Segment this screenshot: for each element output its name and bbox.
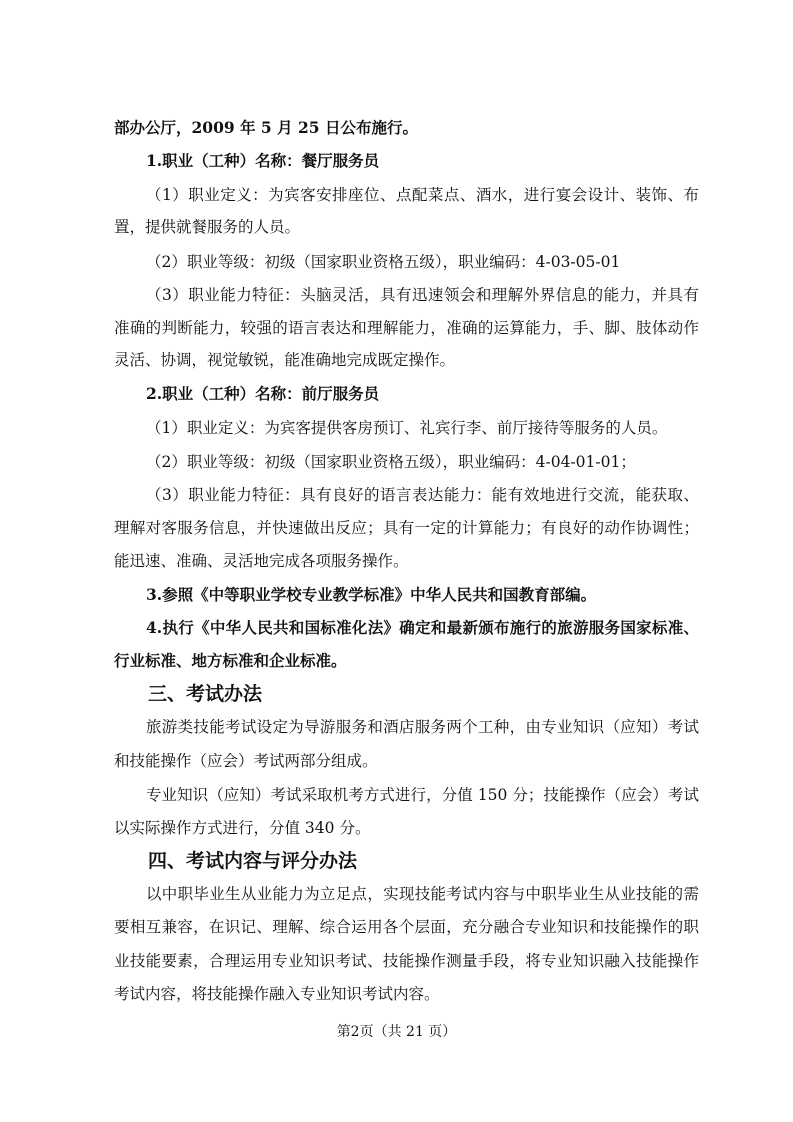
section-4-para-1-line-4: 考试内容，将技能操作融入专业知识考试内容。 — [114, 985, 440, 1003]
job2-ability-line-2: 理解对客服务信息，并快速做出反应；具有一定的计算能力；有良好的动作协调性； — [114, 519, 699, 537]
job2-title: 2.职业（工种）名称：前厅服务员 — [146, 384, 380, 403]
section-4-para-1-line-3: 业技能要素，合理运用专业知识考试、技能操作测量手段，将专业知识融入技能操作 — [114, 952, 699, 970]
intro-tail-line: 部办公厅，2009 年 5 月 25 日公布施行。 — [114, 118, 418, 137]
section-3-para-1-line-2: 和技能操作（应会）考试两部分组成。 — [114, 752, 378, 770]
section-3-para-1-line-1: 旅游类技能考试设定为导游服务和酒店服务两个工种，由专业知识（应知）考试 — [146, 718, 699, 736]
section-3-para-2-line-2: 以实际操作方式进行，分值 340 分。 — [114, 819, 371, 837]
job1-title: 1.职业（工种）名称：餐厅服务员 — [146, 151, 380, 170]
job1-ability-line-3: 灵活、协调，视觉敏锐，能准确地完成既定操作。 — [114, 351, 456, 369]
job2-level: （2）职业等级：初级（国家职业资格五级），职业编码：4-04-01-01； — [146, 453, 636, 471]
job1-definition-line-1: （1）职业定义：为宾客安排座位、点配菜点、酒水，进行宴会设计、装饰、布 — [146, 186, 699, 204]
job2-ability-line-3: 能迅速、准确、灵活地完成各项服务操作。 — [114, 552, 409, 570]
job2-definition: （1）职业定义：为宾客提供客房预订、礼宾行李、前厅接待等服务的人员。 — [146, 419, 668, 437]
page-number-footer: 第2页（共 21 页） — [336, 1024, 457, 1040]
job1-definition-line-2: 置，提供就餐服务的人员。 — [114, 218, 301, 236]
section-4-heading: 四、考试内容与评分办法 — [148, 850, 358, 872]
section-3-heading: 三、考试办法 — [148, 683, 263, 705]
section-3-para-2-line-1: 专业知识（应知）考试采取机考方式进行，分值 150 分；技能操作（应会）考试 — [146, 786, 699, 804]
job2-ability-line-1: （3）职业能力特征：具有良好的语言表达能力：能有效地进行交流，能获取、 — [146, 486, 699, 504]
reference-4-line-1: 4.执行《中华人民共和国标准化法》确定和最新颁布施行的旅游服务国家标准、 — [146, 618, 699, 637]
job1-level: （2）职业等级：初级（国家职业资格五级），职业编码：4-03-05-01 — [146, 253, 621, 271]
section-4-para-1-line-1: 以中职毕业生从业能力为立足点，实现技能考试内容与中职毕业生从业技能的需 — [146, 885, 699, 903]
reference-4-line-2: 行业标准、地方标准和企业标准。 — [114, 651, 347, 670]
reference-3: 3.参照《中等职业学校专业教学标准》中华人民共和国教育部编。 — [146, 585, 597, 604]
job1-ability-line-1: （3）职业能力特征：头脑灵活，具有迅速领会和理解外界信息的能力，并具有 — [146, 286, 699, 304]
job1-ability-line-2: 准确的判断能力，较强的语言表达和理解能力，准确的运算能力，手、脚、肢体动作 — [114, 319, 699, 337]
section-4-para-1-line-2: 要相互兼容，在识记、理解、综合运用各个层面，充分融合专业知识和技能操作的职 — [114, 918, 699, 936]
